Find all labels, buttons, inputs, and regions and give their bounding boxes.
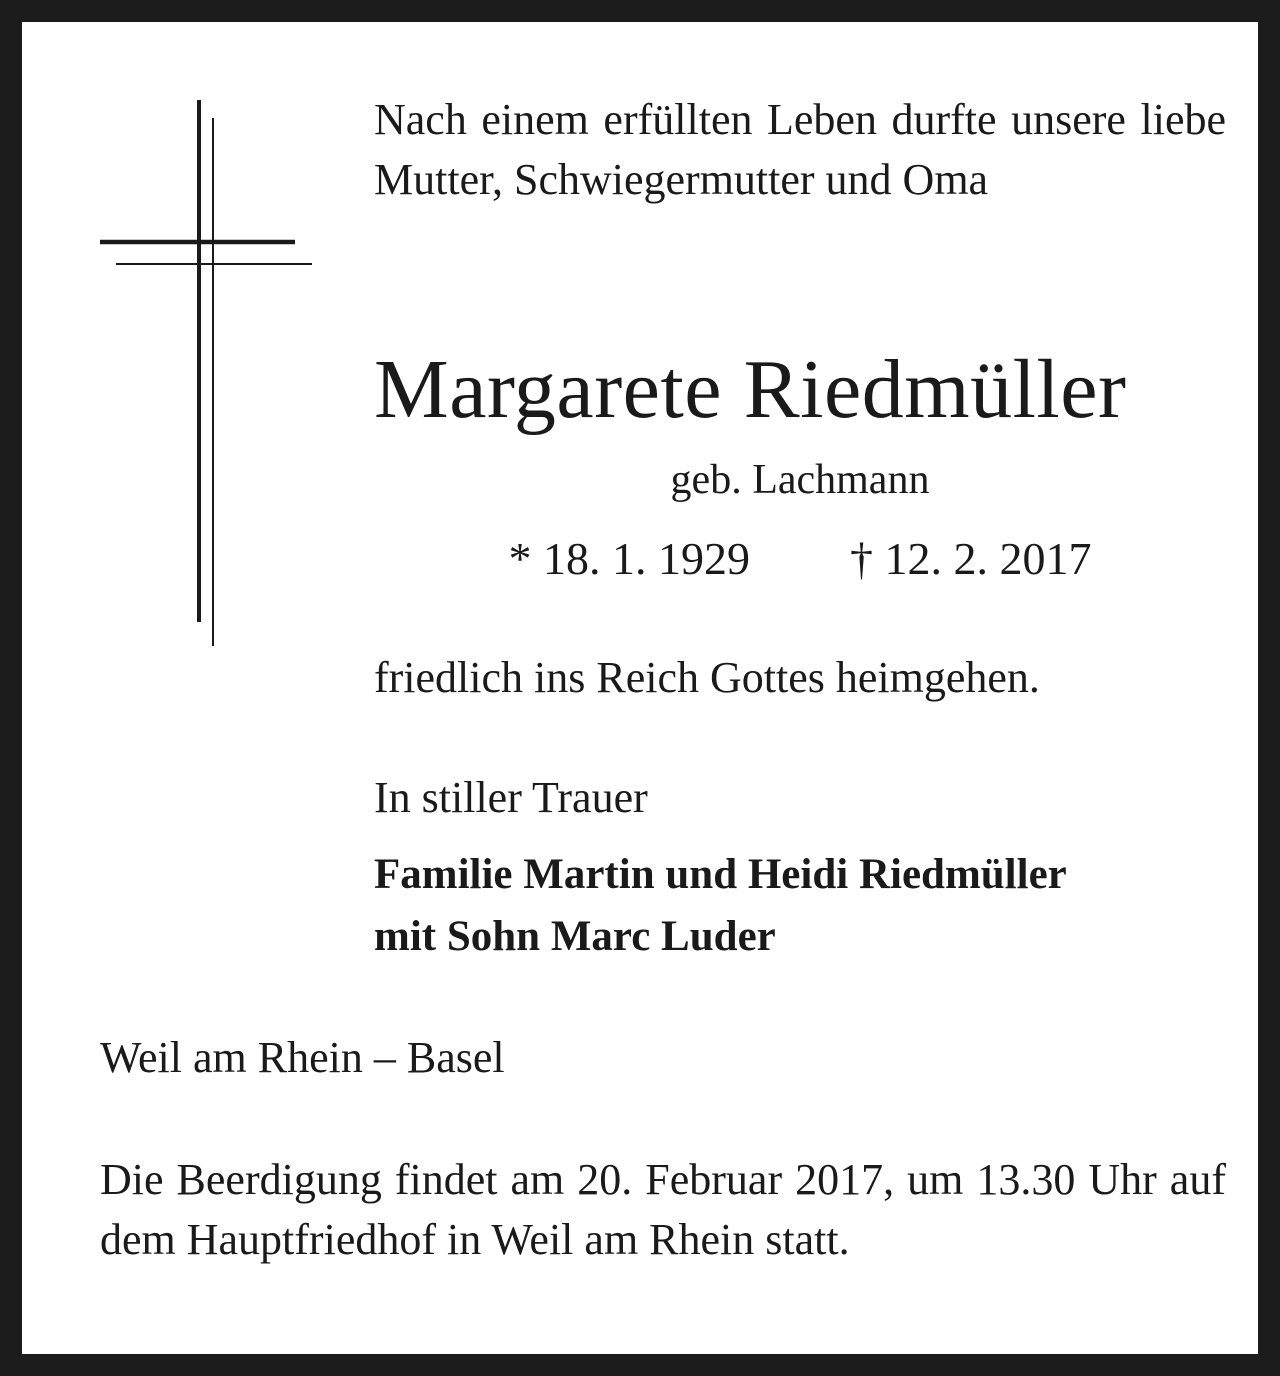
funeral-notice: Die Beerdigung findet am 20. Februar 2017, um 13.30 Uhr auf dem Hauptfriedhof in Weil am Rhein statt. — [100, 1155, 1226, 1264]
birth-name: geb. Lachmann — [670, 457, 930, 503]
family-line: mit Sohn Marc Luder — [374, 913, 776, 960]
family-signature — [374, 844, 1226, 968]
family-line: Familie Martin und Heidi Riedmüller — [374, 851, 1067, 898]
mourning-text: In stiller Trauer — [374, 773, 648, 822]
deceased-name: Margarete Riedmüller — [374, 343, 1127, 436]
location-text: Weil am Rhein – Basel — [100, 1033, 505, 1082]
death-date: † 12. 2. 2017 — [850, 533, 1092, 584]
life-dates — [374, 530, 1226, 588]
birth-date: * 18. 1. 1929 — [508, 533, 750, 584]
closing-text: friedlich ins Reich Gottes heimgehen. — [374, 653, 1040, 702]
intro-text: Nach einem erfüllten Leben durfte unsere liebe Mutter, Schwiegermutter und Oma — [374, 95, 1226, 204]
cross-icon — [100, 100, 312, 646]
